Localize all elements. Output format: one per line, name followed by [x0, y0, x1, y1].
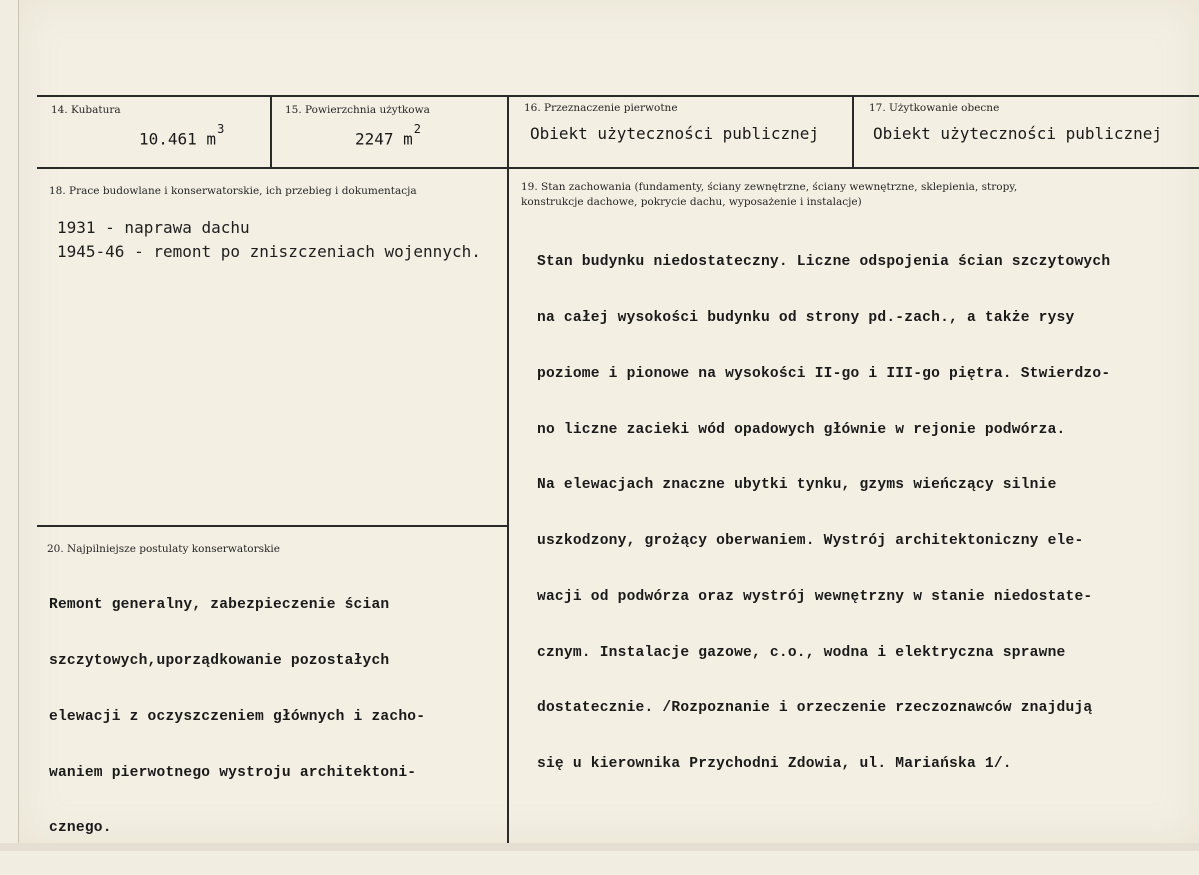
postulaty-text [49, 559, 425, 875]
postulaty-line: waniem pierwotnego wystroju architektoni- [49, 764, 417, 781]
divider-14-15 [270, 95, 272, 168]
kubatura-exponent: 3 [217, 122, 225, 136]
postulaty-line: szczytowych,uporządkowanie pozostałych [49, 652, 390, 669]
record-card [18, 0, 1199, 843]
uzytkowanie-value: Obiekt użyteczności publicznej [873, 124, 1162, 143]
scan-bottom-edge [0, 843, 1199, 851]
postulaty-line: cznego. [49, 820, 112, 837]
kubatura-number: 10.461 m [139, 129, 217, 149]
stan-line: się u kierownika Przychodni Zdowia, ul. Mariańska 1/. [537, 756, 1012, 773]
przeznaczenie-value: Obiekt użyteczności publicznej [530, 124, 819, 143]
powierzchnia-exponent: 2 [413, 122, 422, 136]
postulaty-line: Remont generalny, zabezpieczenie ścian [49, 597, 390, 614]
stan-line: Na elewacjach znaczne ubytki tynku, gzyms wieńczący silnie [537, 477, 1057, 494]
stan-line: uszkodzony, grożący oberwaniem. Wystrój architektoniczny ele- [537, 533, 1084, 550]
stan-line: dostatecznie. /Rozpoznanie i orzeczenie rzeczoznawców znajdują [537, 700, 1093, 717]
postulaty-line: elewacji z oczyszczeniem głównych i zacho- [49, 708, 426, 725]
stan-line: no liczne zacieki wód opadowych głównie w rejonie podwórza. [537, 421, 1066, 438]
powierzchnia-value [355, 122, 422, 149]
kubatura-value [139, 122, 225, 149]
powierzchnia-label: 15. Powierzchnia użytkowa [285, 104, 430, 116]
prace-line: 1945-46 - remont po zniszczeniach wojennych. [57, 242, 481, 261]
kubatura-label: 14. Kubatura [51, 104, 121, 116]
stan-line: wacji od podwórza oraz wystrój wewnętrzny w stanie niedostate- [537, 588, 1093, 605]
divider-15-16 [507, 95, 509, 843]
stan-line: Stan budynku niedostateczny. Liczne odspojenia ścian szczytowych [537, 254, 1111, 271]
stan-line: poziome i pionowe na wysokości II-go i III-go piętra. Stwierdzo- [537, 365, 1111, 382]
divider-16-17 [852, 95, 854, 168]
stan-label-line2: konstrukcje dachowe, pokrycie dachu, wyposażenie i instalacje) [521, 196, 862, 208]
prace-line: 1931 - naprawa dachu [57, 218, 250, 237]
stan-text [537, 216, 1197, 811]
top-rule [37, 95, 1199, 97]
stan-line: na całej wysokości budynku od strony pd.-zach., a także rysy [537, 309, 1075, 326]
uzytkowanie-label: 17. Użytkowanie obecne [869, 102, 1000, 114]
left-column-split-rule [37, 525, 508, 527]
postulaty-label: 20. Najpilniejsze postulaty konserwatorskie [47, 543, 280, 555]
prace-list [57, 216, 481, 264]
prace-label: 18. Prace budowlane i konserwatorskie, ich przebieg i dokumentacja [49, 185, 417, 197]
stan-line: cznym. Instalacje gazowe, c.o., wodna i elektryczna sprawne [537, 644, 1066, 661]
stan-label-line1: 19. Stan zachowania (fundamenty, ściany zewnętrzne, ściany wewnętrzne, sklepienia, stropy, [521, 181, 1018, 193]
przeznaczenie-label: 16. Przeznaczenie pierwotne [524, 102, 678, 114]
row1-bottom-rule [37, 167, 1199, 169]
powierzchnia-number: 2247 m [355, 129, 413, 149]
